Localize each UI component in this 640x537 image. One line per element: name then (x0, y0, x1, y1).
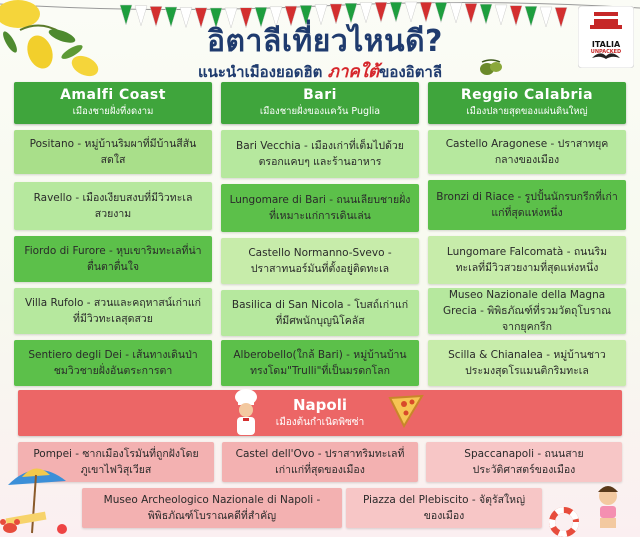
column-title: Amalfi Coast (60, 87, 166, 103)
list-item-napoli-1: Pompei - ซากเมืองโรมันที่ถูกฝังโดยภูเขาไฟวิสุเวียส (18, 442, 214, 482)
logo-text: ITALIA (591, 40, 621, 49)
bunting-flag (150, 6, 162, 26)
page-title: อิตาลีเที่ยวไหนดี? (207, 24, 443, 59)
list-item-amalfi-2: Ravello - เมืองเงียบสงบที่มีวิวทะเลสวยงาม (14, 182, 212, 230)
pizza-slice-icon (386, 392, 426, 428)
list-item-bari-4: Basilica di San Nicola - โบสถ์เก่าแก่ที่มีศพนักบุญนิโคลัส (221, 290, 419, 336)
column-title: Reggio Calabria (460, 87, 594, 103)
brand-logo (578, 6, 634, 68)
column-title: Bari (303, 87, 337, 103)
list-item-bari-3: Castello Normanno-Svevo - ปราสาทนอร์มันที่ตั้งอยู่ติดทะเล (221, 238, 419, 284)
lemon-branch-icon (0, 0, 110, 90)
list-item-reggio-2: Bronzi di Riace - รูปปั้นนักรบกรีกที่เก่าแก่ที่สุดแห่งหนึ่ง (428, 180, 626, 230)
list-item-amalfi-1: Positano - หมู่บ้านริมผาที่มีบ้านสีสันสดใส (14, 130, 212, 174)
section-header-napoli (18, 390, 622, 436)
bunting-flag (120, 5, 132, 25)
list-item-napoli-3: Spaccanapoli - ถนนสายประวัติศาสตร์ของเมือง (426, 442, 622, 482)
bunting-flag (135, 6, 147, 26)
bunting-flag (555, 7, 567, 27)
column-header-reggio (428, 82, 626, 124)
chef-icon (226, 388, 266, 438)
column-header-bari (221, 82, 419, 124)
list-item-bari-5: Alberobello(ใกล้ Bari) - หมู่บ้านบ้านทรงโดม"Trulli"ที่เป็นมรดกโลก (221, 340, 419, 386)
list-item-bari-1: Bari Vecchia - เมืองเก่าที่เต็มไปด้วยตรอกแคบๆ และร้านอาหาร (221, 130, 419, 178)
column-header-amalfi (14, 82, 212, 124)
subtitle-highlight: ภาคใต้ (327, 62, 380, 82)
list-item-napoli-4: Museo Archeologico Nazionale di Napoli - พิพิธภัณฑ์โบราณคดีที่สำคัญ (82, 488, 342, 528)
crab-icon (0, 518, 20, 534)
list-item-napoli-2: Castel dell'Ovo - ปราสาทริมทะเลที่เก่าแก่ที่สุดของเมือง (222, 442, 418, 482)
column-subtitle: เมืองปลายสุดของแผ่นดินใหญ่ (466, 106, 588, 117)
list-item-amalfi-4: Villa Rufolo - สวนและคฤหาสน์เก่าแก่ที่มีวิวทะเลสุดสวย (14, 288, 212, 334)
section-title: Napoli (292, 396, 347, 414)
bunting-flag (525, 6, 537, 26)
column-subtitle: เมืองชายฝั่งที่งดงาม (72, 106, 154, 117)
list-item-amalfi-3: Fiordo di Furore - หุบเขาริมทะเลที่น่าตื่นตาตื่นใจ (14, 236, 212, 282)
list-item-bari-2: Lungomare di Bari - ถนนเลียบชายฝั่งที่เหมาะแก่การเดินเล่น (221, 184, 419, 232)
list-item-reggio-1: Castello Aragonese - ปราสาทยุคกลางของเมือง (428, 130, 626, 174)
list-item-reggio-3: Lungomare Falcomatà - ถนนริมทะเลที่มีวิวสวยงามที่สุดแห่งหนึ่ง (428, 236, 626, 284)
olive-icon (478, 58, 504, 78)
beach-girl-icon (548, 484, 640, 537)
list-item-napoli-5: Piazza del Plebiscito - จัตุรัสใหญ่ของเมือง (346, 488, 542, 528)
bunting-flag (510, 6, 522, 26)
list-item-reggio-5: Scilla & Chianalea - หมู่บ้านชาวประมงสุดโรแมนติกริมทะเล (428, 340, 626, 386)
page-subtitle (150, 58, 490, 85)
logo-subtext: UNPACKED (590, 49, 622, 55)
subtitle-text-end: ของอิตาลี (379, 63, 443, 81)
list-item-amalfi-5: Sentiero degli Dei - เส้นทางเดินป่าชมวิวชายฝั่งอันตระการตา (14, 340, 212, 386)
section-subtitle: เมืองต้นกำเนิดพิซซ่า (275, 417, 365, 428)
column-subtitle: เมืองชายฝั่งของแคว้น Puglia (259, 106, 381, 117)
list-item-reggio-4: Museo Nazionale della Magna Grecia - พิพิธภัณฑ์ที่รวมวัตถุโบราณจากยุคกรีก (428, 288, 626, 334)
subtitle-text-start: แนะนำเมืองยอดฮิต (197, 63, 328, 81)
bunting-flag (480, 4, 492, 24)
bunting-flag (495, 5, 507, 25)
bunting-flag (540, 7, 552, 27)
